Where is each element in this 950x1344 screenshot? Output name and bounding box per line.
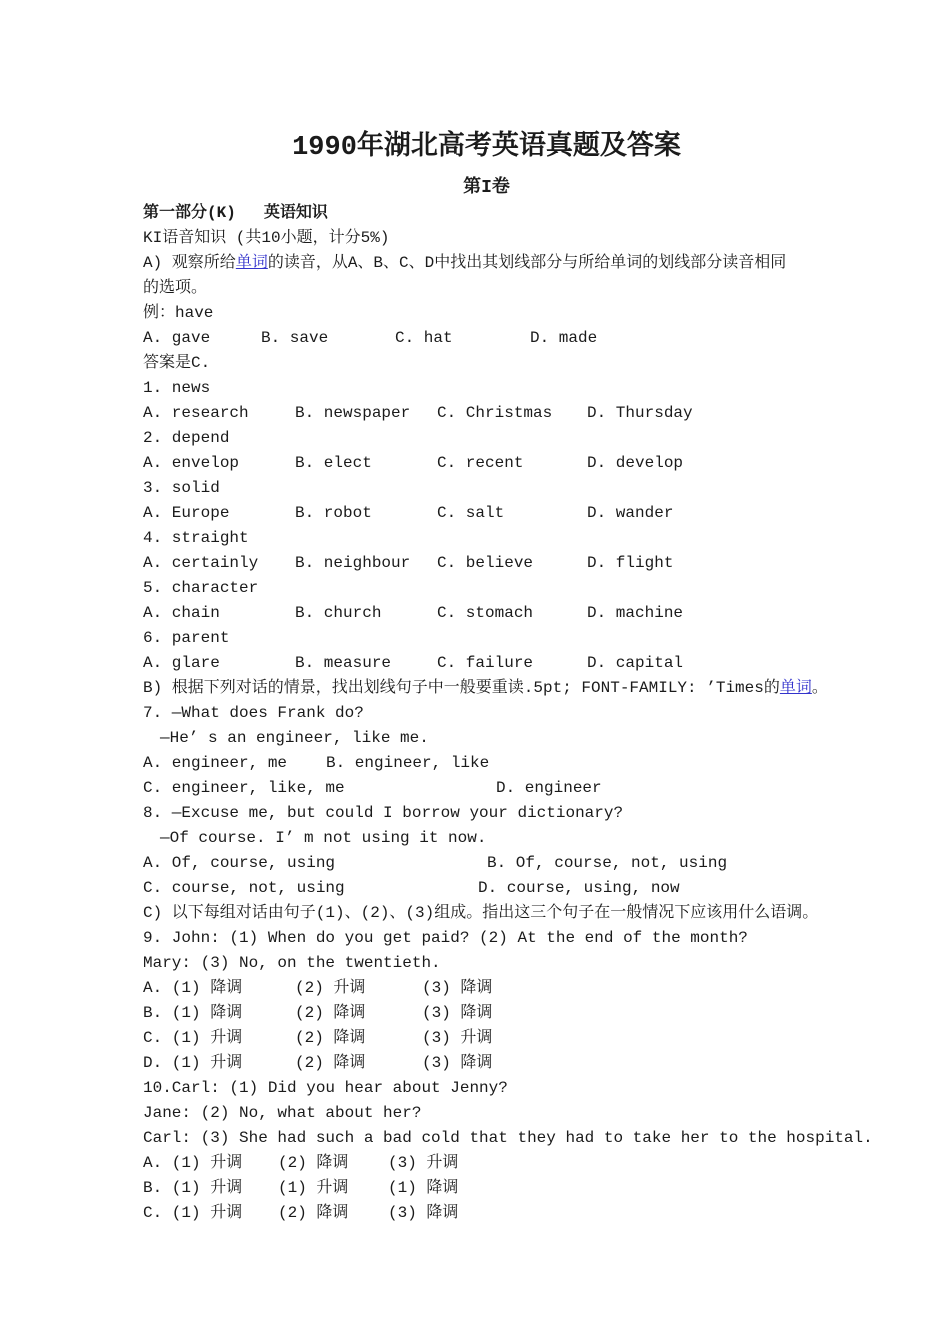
question-9-option-a	[143, 976, 830, 1001]
option-a: A. certainly	[143, 554, 259, 572]
question-2-stem: 2. depend	[143, 429, 230, 447]
option-b: B. elect	[295, 454, 372, 472]
question-3-options-row	[143, 501, 830, 526]
section-a-intro-continued: 的选项。	[143, 279, 208, 297]
question-4-stem: 4. straight	[143, 529, 249, 547]
option-b: B. church	[295, 604, 382, 622]
option-c: C. stomach	[437, 604, 534, 622]
tone-2: (2) 降调	[295, 1054, 366, 1072]
section-b-intro-post: 。	[811, 679, 828, 697]
section-b-intro-pre: B) 根据下列对话的情景，找出划线句子中一般要重读.5pt; FONT-FAMILY: ’Times的	[143, 679, 780, 697]
tone-1: B. (1) 降调	[143, 1004, 243, 1022]
tone-1: A. (1) 升调	[143, 1154, 243, 1172]
option-c: C. Christmas	[437, 404, 553, 422]
tone-2: (2) 降调	[295, 1004, 366, 1022]
option-b: B. Of, course, not, using	[487, 854, 728, 872]
section-k1-heading: KI语音知识 (共10小题，计分5%)	[143, 229, 390, 247]
option-d: D. capital	[587, 654, 684, 672]
part-label: 第一部分(K)	[143, 204, 236, 222]
tone-3: (1) 降调	[388, 1179, 459, 1197]
tone-3: (3) 升调	[422, 1029, 493, 1047]
option-c: C. salt	[437, 504, 505, 522]
option-a: A. Europe	[143, 504, 230, 522]
option-c: C. hat	[395, 329, 453, 347]
option-d: D. machine	[587, 604, 684, 622]
option-d: D. develop	[587, 454, 684, 472]
option-a: A. engineer, me	[143, 754, 288, 772]
section-a-intro-post: 的读音，从A、B、C、D中找出其划线部分与所给单词的划线部分读音相同	[267, 254, 787, 272]
option-b: B. robot	[295, 504, 372, 522]
option-d: D. Thursday	[587, 404, 693, 422]
question-6-stem: 6. parent	[143, 629, 230, 647]
tone-2: (2) 降调	[278, 1204, 349, 1222]
question-9-line-1: 9. John: (1) When do you get paid? (2) At the end of the month?	[143, 929, 748, 947]
question-9-line-2: Mary: (3) No, on the twentieth.	[143, 954, 441, 972]
question-8-line-2: —Of course. I’ m not using it now.	[160, 829, 487, 847]
question-1-stem: 1. news	[143, 379, 211, 397]
question-9-option-d	[143, 1051, 830, 1076]
tone-3: (3) 降调	[388, 1204, 459, 1222]
question-10-line-1: 10.Carl: (1) Did you hear about Jenny?	[143, 1079, 508, 1097]
question-7-line-1: 7. —What does Frank do?	[143, 704, 364, 722]
section-c-intro: C) 以下每组对话由句子(1)、(2)、(3)组成。指出这三个句子在一般情况下应该用什么语调。	[143, 904, 819, 922]
option-a: A. research	[143, 404, 249, 422]
section-a-intro-pre: A) 观察所给	[143, 254, 236, 272]
tone-3: (3) 降调	[422, 1054, 493, 1072]
question-2-options-row	[143, 451, 830, 476]
tone-2: (2) 降调	[278, 1154, 349, 1172]
tone-1: A. (1) 降调	[143, 979, 243, 997]
word-link-b[interactable]: 单词	[779, 679, 812, 697]
volume-heading: 第I卷	[463, 178, 510, 198]
option-a: A. chain	[143, 604, 220, 622]
word-link-a[interactable]: 单词	[235, 254, 268, 272]
question-5-stem: 5. character	[143, 579, 259, 597]
option-d: D. engineer	[496, 779, 602, 797]
option-d: D. flight	[587, 554, 674, 572]
part-heading	[143, 201, 830, 226]
question-7-line-2: —He’ s an engineer, like me.	[160, 729, 429, 747]
page-title: 1990年湖北高考英语真题及答案	[292, 133, 681, 163]
example-label: 例：have	[143, 304, 214, 322]
tone-1: C. (1) 升调	[143, 1029, 243, 1047]
question-10-line-2: Jane: (2) No, what about her?	[143, 1104, 422, 1122]
question-8-options-row-2	[143, 876, 830, 901]
tone-3: (3) 升调	[388, 1154, 459, 1172]
part-title: 英语知识	[263, 204, 328, 222]
question-10-option-b	[143, 1176, 830, 1201]
option-a: A. envelop	[143, 454, 240, 472]
option-b: B. engineer, like	[326, 754, 490, 772]
example-options-row	[143, 326, 830, 351]
question-10-line-3: Carl: (3) She had such a bad cold that they had to take her to the hospital.	[143, 1129, 873, 1147]
question-10-option-c	[143, 1201, 830, 1226]
question-7-options-row-1	[143, 751, 830, 776]
question-4-options-row	[143, 551, 830, 576]
option-b: B. save	[261, 329, 329, 347]
option-c: C. course, not, using	[143, 879, 345, 897]
option-c: C. engineer, like, me	[143, 779, 345, 797]
tone-1: D. (1) 升调	[143, 1054, 243, 1072]
option-d: D. made	[530, 329, 598, 347]
tone-1: B. (1) 升调	[143, 1179, 243, 1197]
question-7-options-row-2	[143, 776, 830, 801]
option-d: D. wander	[587, 504, 674, 522]
question-9-option-b	[143, 1001, 830, 1026]
option-a: A. glare	[143, 654, 220, 672]
option-c: C. failure	[437, 654, 534, 672]
tone-2: (2) 降调	[295, 1029, 366, 1047]
question-3-stem: 3. solid	[143, 479, 220, 497]
example-answer: 答案是C.	[143, 354, 211, 372]
question-5-options-row	[143, 601, 830, 626]
question-8-options-row-1	[143, 851, 830, 876]
option-c: C. recent	[437, 454, 524, 472]
option-b: B. neighbour	[295, 554, 411, 572]
question-9-option-c	[143, 1026, 830, 1051]
tone-3: (3) 降调	[422, 1004, 493, 1022]
option-a: A. Of, course, using	[143, 854, 336, 872]
question-6-options-row	[143, 651, 830, 676]
tone-2: (1) 升调	[278, 1179, 349, 1197]
tone-3: (3) 降调	[422, 979, 493, 997]
option-a: A. gave	[143, 329, 211, 347]
question-10-option-a	[143, 1151, 830, 1176]
question-8-line-1: 8. —Excuse me, but could I borrow your dictionary?	[143, 804, 624, 822]
option-b: B. measure	[295, 654, 392, 672]
option-d: D. course, using, now	[478, 879, 680, 897]
tone-2: (2) 升调	[295, 979, 366, 997]
option-c: C. believe	[437, 554, 534, 572]
option-b: B. newspaper	[295, 404, 411, 422]
section-b-intro	[143, 676, 830, 701]
question-1-options-row	[143, 401, 830, 426]
tone-1: C. (1) 升调	[143, 1204, 243, 1222]
section-a-intro	[143, 251, 830, 276]
